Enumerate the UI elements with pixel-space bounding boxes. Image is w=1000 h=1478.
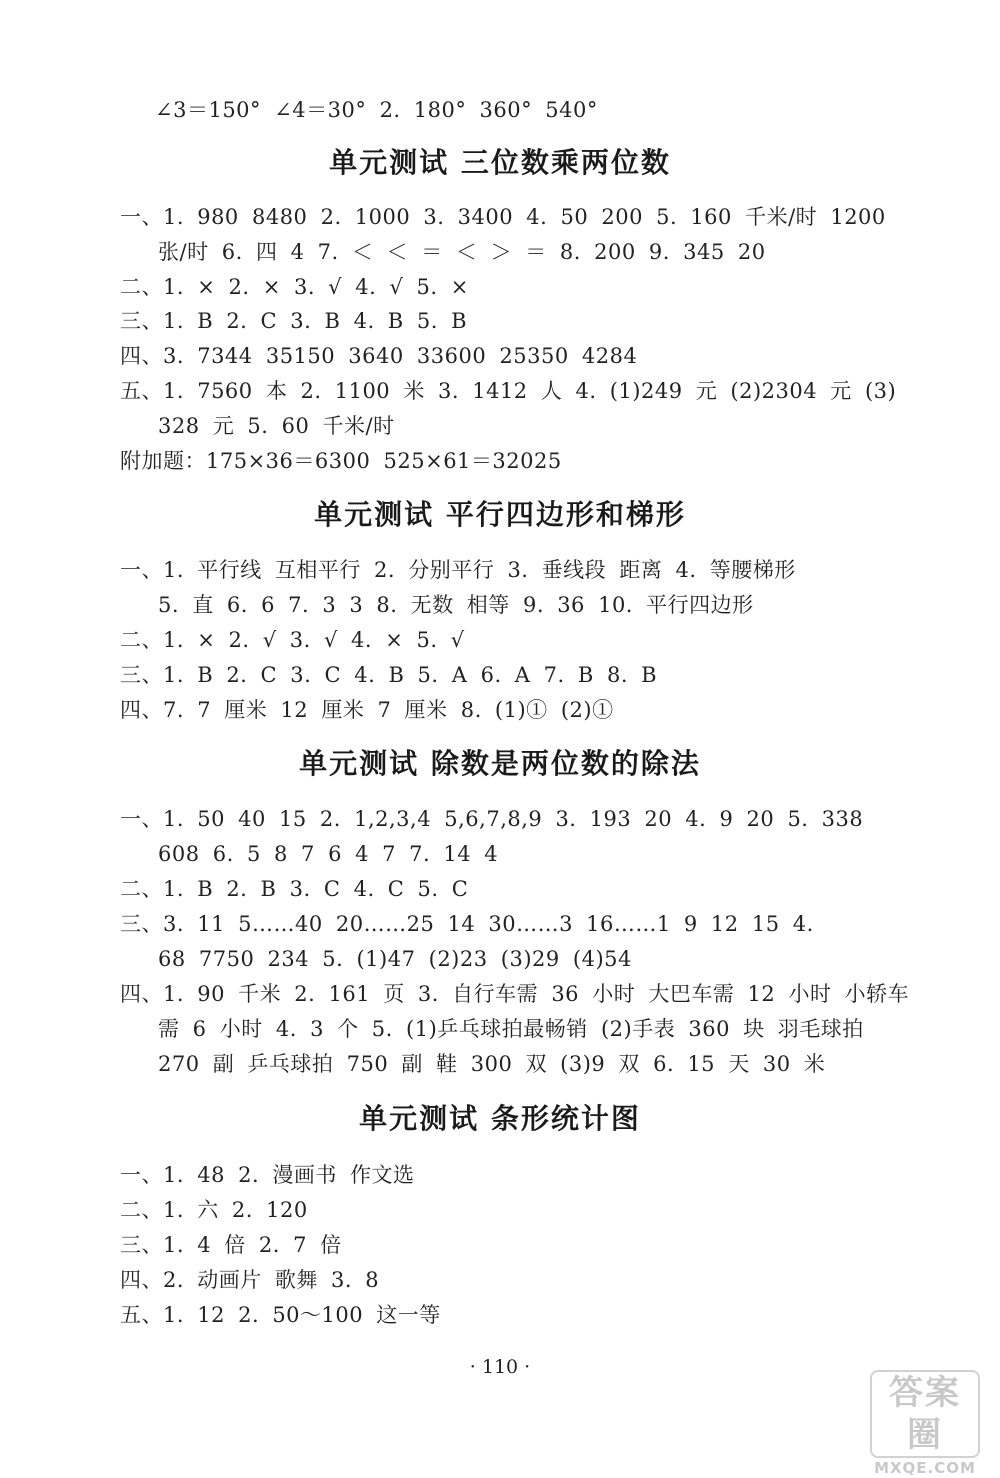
answer-line: 四、7. 7 厘米 12 厘米 7 厘米 8. (1)① (2)① (120, 698, 614, 722)
answer-line: 二、1. × 2. × 3. √ 4. √ 5. × (120, 275, 469, 299)
answer-line: 608 6. 5 8 7 6 4 7 7. 14 4 (158, 842, 499, 866)
answer-line: 三、1. B 2. C 3. B 4. B 5. B (120, 309, 468, 333)
watermark-logo (870, 1370, 980, 1477)
section-heading: 单元测试 平行四边形和梯形 (314, 498, 686, 531)
answer-line: 一、1. 980 8480 2. 1000 3. 3400 4. 50 200 5. 160 千米/时 1200 (120, 205, 886, 229)
answer-line: 三、3. 11 5……40 20……25 14 30……3 16……1 9 12 15 4. (120, 912, 814, 936)
watermark-seal: 答案圈 (870, 1370, 980, 1458)
answer-line: 四、2. 动画片 歌舞 3. 8 (120, 1268, 380, 1292)
answer-line: 需 6 小时 4. 3 个 5. (1)乒乓球拍最畅销 (2)手表 360 块 羽毛球拍 (158, 1017, 864, 1041)
answer-line: 二、1. B 2. B 3. C 4. C 5. C (120, 877, 469, 901)
section-heading: 单元测试 除数是两位数的除法 (299, 747, 701, 780)
answer-line: 四、3. 7344 35150 3640 33600 25350 4284 (120, 344, 638, 368)
section-heading: 单元测试 三位数乘两位数 (329, 146, 671, 179)
answer-line: 二、1. 六 2. 120 (120, 1198, 308, 1222)
answer-line: ∠3＝150° ∠4＝30° 2. 180° 360° 540° (155, 98, 598, 122)
answer-line: 五、1. 7560 本 2. 1100 米 3. 1412 人 4. (1)249 元 (2)2304 元 (3) (120, 379, 897, 403)
answer-line: 五、1. 12 2. 50～100 这一等 (120, 1303, 441, 1327)
answer-line: 270 副 乒乓球拍 750 副 鞋 300 双 (3)9 双 6. 15 天 30 米 (158, 1052, 826, 1076)
answer-line: 5. 直 6. 6 7. 3 3 8. 无数 相等 9. 36 10. 平行四边形 (158, 593, 754, 617)
answer-line: 二、1. × 2. √ 3. √ 4. × 5. √ (120, 628, 465, 652)
answer-line: 一、1. 50 40 15 2. 1,2,3,4 5,6,7,8,9 3. 193 20 4. 9 20 5. 338 (120, 807, 864, 831)
answer-line: 一、1. 48 2. 漫画书 作文选 (120, 1163, 415, 1187)
answer-line: 328 元 5. 60 千米/时 (158, 414, 395, 438)
section-heading: 单元测试 条形统计图 (359, 1102, 641, 1135)
answer-line: 三、1. B 2. C 3. C 4. B 5. A 6. A 7. B 8. B (120, 663, 658, 687)
answer-line: 一、1. 平行线 互相平行 2. 分别平行 3. 垂线段 距离 4. 等腰梯形 (120, 558, 796, 582)
answer-line: 附加题：175×36＝6300 525×61＝32025 (120, 449, 562, 473)
answer-line: 68 7750 234 5. (1)47 (2)23 (3)29 (4)54 (158, 947, 632, 971)
answer-line: 三、1. 4 倍 2. 7 倍 (120, 1233, 342, 1257)
page-number: · 110 · (469, 1356, 531, 1378)
answer-line: 张/时 6. 四 4 7. ＜ ＜ ＝ ＜ ＞ ＝ 8. 200 9. 345 20 (158, 240, 766, 264)
answer-line: 四、1. 90 千米 2. 161 页 3. 自行车需 36 小时 大巴车需 12 小时 小轿车 (120, 982, 910, 1006)
watermark-site: MXQE.COM (874, 1459, 976, 1477)
